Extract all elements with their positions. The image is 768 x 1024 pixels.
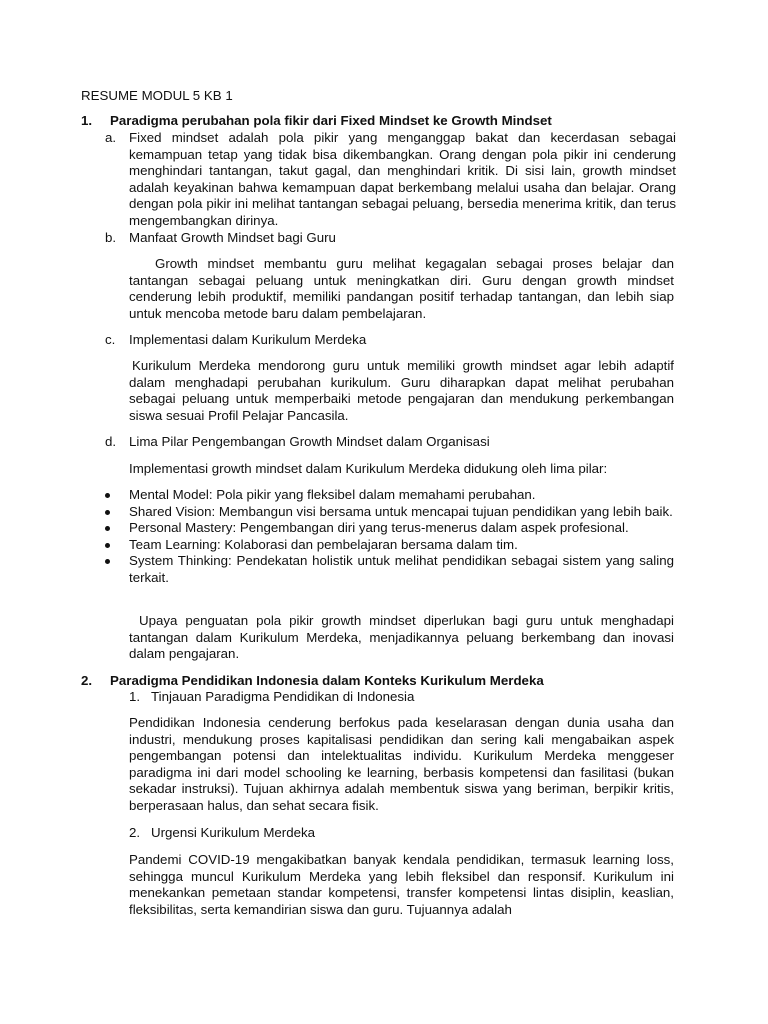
section-2-number: 2. [81,673,93,688]
section-1d-intro: Implementasi growth mindset dalam Kurikulum Merdeka didukung oleh lima pilar: [129,461,608,476]
list-item [81,553,674,586]
section-1d-title: Lima Pilar Pengembangan Growth Mindset dalam Organisasi [129,434,490,449]
bullet-icon [105,559,110,564]
section-1c-mark: c. [105,332,116,347]
section-2-sub1-title-row [129,689,414,706]
section-1b-mark: b. [105,230,117,245]
pillar-list [81,487,674,587]
section-1d-title-row [105,434,676,451]
section-2-sub1-mark: 1. [129,689,141,704]
section-1b-text: Growth mindset membantu guru melihat kegagalan sebagai proses belajar dan tantangan sebagai peluang untuk meningkatkan diri. Guru dengan growth mindset cenderung lebih produktif, memiliki pandangan positif terhadap tantangan, dan lebih siap untuk mencoba metode baru dalam pembelajaran. [129,256,674,321]
section-1-heading-text: Paradigma perubahan pola fikir dari Fixed Mindset ke Growth Mindset [110,113,552,128]
section-2-sub2-title-row [129,825,315,842]
section-1d-closing: Upaya penguatan pola pikir growth mindset diperlukan bagi guru untuk menghadapi tantangan dalam Kurikulum Merdeka, menjadikannya peluang berkembang dan inovasi dalam pengajaran. [129,613,674,662]
section-2-heading-text: Paradigma Pendidikan Indonesia dalam Konteks Kurikulum Merdeka [110,673,544,688]
pillar-text: Personal Mastery: Pengembangan diri yang terus-menerus dalam aspek profesional. [129,520,629,536]
bullet-icon [105,526,110,531]
document-title: RESUME MODUL 5 KB 1 [81,88,233,103]
section-1c-title-row [105,332,676,349]
pillar-text: Mental Model: Pola pikir yang fleksibel dalam memahami perubahan. [129,487,536,502]
bullet-icon [105,510,110,515]
section-2-sub2-mark: 2. [129,825,141,840]
section-2-sub1-title: Tinjauan Paradigma Pendidikan di Indonesia [151,689,415,704]
section-1b-title-row [105,230,676,247]
section-1a-text: Fixed mindset adalah pola pikir yang menganggap bakat dan kecerdasan sebagai kemampuan tetap yang tidak bisa dikembangkan. Orang dengan pola pikir ini cenderung menghindari tantangan, takut gagal, dan menghindari kritik. Di sisi lain, growth mindset adalah keyakinan bahwa kemampuan dapat berkembang melalui usaha dan belajar. Orang dengan pola pikir ini melihat tantangan sebagai peluang, bersedia menerima kritik, dan terus mengembangkan dirinya. [129,130,676,228]
section-1-heading [81,113,552,130]
pillar-text: System Thinking: Pendekatan holistik untuk melihat pendidikan sebagai sistem yang saling terkait. [129,553,674,585]
section-2-heading [81,673,544,690]
section-2-sub1-text: Pendidikan Indonesia cenderung berfokus pada keselarasan dengan dunia usaha dan industri, mendukung proses kapitalisasi pendidikan dan sering kali mengabaikan aspek pengembangan potensi dan intelektualitas individu. Kurikulum Merdeka menggeser paradigma ini dari model schooling ke learning, berbasis kompetensi dan fasilitasi (bukan sekadar instruksi). Tujuan akhirnya adalah membentuk siswa yang beriman, berpikir kritis, berperasaan halus, dan sehat secara fisik. [129,715,674,813]
bullet-icon [105,543,110,548]
section-1c-title: Implementasi dalam Kurikulum Merdeka [129,332,367,347]
section-1a [105,130,676,230]
list-item [81,537,674,554]
section-1c-text: Kurikulum Merdeka mendorong guru untuk memiliki growth mindset agar lebih adaptif dalam menghadapi perubahan kurikulum. Guru diharapkan dapat melihat perubahan sebagai peluang untuk memperbaiki metode pengajaran dan mendukung perkembangan siswa sesuai Profil Pelajar Pancasila. [129,358,674,423]
pillar-text: Team Learning: Kolaborasi dan pembelajaran bersama dalam tim. [129,536,518,552]
section-2-sub2-title: Urgensi Kurikulum Merdeka [151,825,316,840]
section-2-sub2-text: Pandemi COVID-19 mengakibatkan banyak kendala pendidikan, termasuk learning loss, sehingga muncul Kurikulum Merdeka yang lebih fleksibel dan responsif. Kurikulum ini menekankan pemetaan standar kompetensi, transfer kompetensi lintas disiplin, keaslian, fleksibilitas, serta kemandirian siswa dan guru. Tujuannya adalah [129,852,674,917]
section-1-number: 1. [81,113,93,128]
section-1b-title: Manfaat Growth Mindset bagi Guru [129,230,336,245]
list-item [81,520,674,537]
list-item [81,504,674,521]
bullet-icon [105,493,110,498]
pillar-text: Shared Vision: Membangun visi bersama untuk mencapai tujuan pendidikan yang lebih baik. [129,503,673,519]
section-1d-mark: d. [105,434,117,449]
section-1a-mark: a. [105,130,117,145]
list-item [81,487,674,504]
